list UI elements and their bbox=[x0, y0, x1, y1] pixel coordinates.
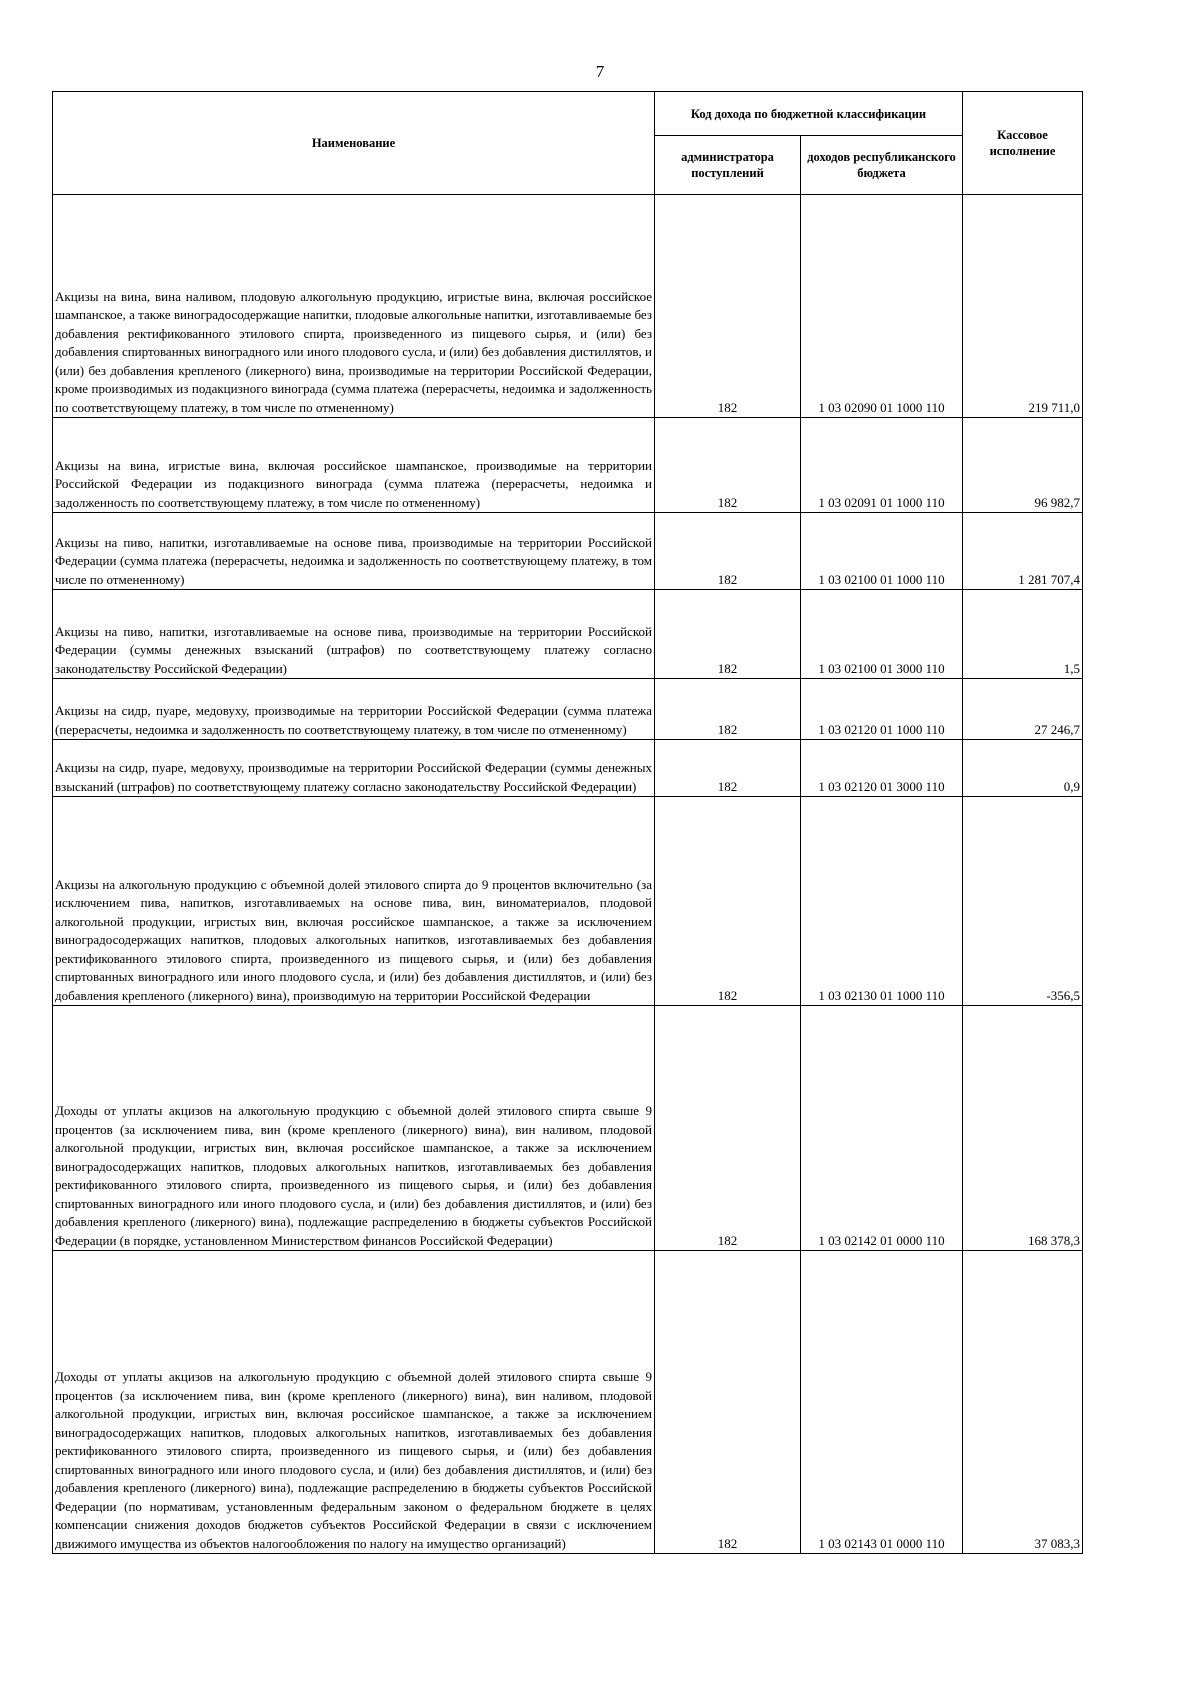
table-row bbox=[53, 590, 1083, 679]
table-row bbox=[53, 1006, 1083, 1251]
row-name: Акцизы на алкогольную продукцию с объемной долей этилового спирта до 9 процентов включительно (за исключением пива, напитков, изготавливаемых на основе пива, вин, виноматериалов, плодовой алкогольной продукции, игристых вин, включая российское шампанское, а также за исключением виноградосодержащих напитков, плодовых алкогольных напитков, изготавливаемых без добавления ректификованного этилового спирта, произведенного из пищевого сырья, и (или) без добавления спиртованных виноградного или иного плодового сусла, и (или) без добавления дистиллятов, и (или) без добавления крепленого (ликерного) вина), производимую на территории Российской Федерации bbox=[53, 797, 655, 1006]
row-name: Акцизы на сидр, пуаре, медовуху, производимые на территории Российской Федерации (сумма платежа (перерасчеты, недоимка и задолженность по соответствующему платежу, в том числе по отмененному) bbox=[53, 679, 655, 740]
row-name: Акцизы на вина, вина наливом, плодовую алкогольную продукцию, игристые вина, включая российское шампанское, а также виноградосодержащие напитки, плодовые алкогольные напитки, изготавливаемые без добавления ректификованного этилового спирта, произведенного из пищевого сырья, и (или) без добавления спиртованных виноградного или иного плодового сусла, и (или) без добавления дистиллятов, и (или) без добавления крепленого (ликерного) вина, производимые на территории Российской Федерации, кроме производимых из подакцизного винограда (сумма платежа (перерасчеты, недоимка и задолженность по соответствующему платежу, в том числе по отмененному) bbox=[53, 195, 655, 418]
page-number: 7 bbox=[595, 62, 605, 81]
row-amount: 0,9 bbox=[963, 740, 1083, 797]
table-body bbox=[53, 195, 1083, 1554]
row-revenue-code: 1 03 02091 01 1000 110 bbox=[801, 418, 963, 513]
row-revenue-code: 1 03 02120 01 1000 110 bbox=[801, 679, 963, 740]
table-row bbox=[53, 1251, 1083, 1554]
row-name: Акцизы на пиво, напитки, изготавливаемые на основе пива, производимые на территории Российской Федерации (суммы денежных взысканий (штрафов) по соответствующему платежу согласно законодательству Российской Федерации) bbox=[53, 590, 655, 679]
header-name: Наименование bbox=[53, 92, 655, 195]
row-admin-code: 182 bbox=[655, 513, 801, 590]
row-name: Акцизы на сидр, пуаре, медовуху, производимые на территории Российской Федерации (суммы денежных взысканий (штрафов) по соответствующему платежу согласно законодательству Российской Федерации) bbox=[53, 740, 655, 797]
table-header bbox=[53, 92, 1083, 195]
budget-revenue-table bbox=[52, 91, 1083, 1554]
row-revenue-code: 1 03 02142 01 0000 110 bbox=[801, 1006, 963, 1251]
header-execution: Кассовое исполнение bbox=[963, 92, 1083, 195]
row-amount: 37 083,3 bbox=[963, 1251, 1083, 1554]
row-admin-code: 182 bbox=[655, 195, 801, 418]
row-amount: -356,5 bbox=[963, 797, 1083, 1006]
row-admin-code: 182 bbox=[655, 1006, 801, 1251]
row-admin-code: 182 bbox=[655, 590, 801, 679]
header-code-group: Код дохода по бюджетной классификации bbox=[655, 92, 963, 136]
row-revenue-code: 1 03 02090 01 1000 110 bbox=[801, 195, 963, 418]
row-amount: 1 281 707,4 bbox=[963, 513, 1083, 590]
table-row bbox=[53, 513, 1083, 590]
row-revenue-code: 1 03 02100 01 3000 110 bbox=[801, 590, 963, 679]
row-admin-code: 182 bbox=[655, 740, 801, 797]
row-amount: 1,5 bbox=[963, 590, 1083, 679]
row-name: Акцизы на пиво, напитки, изготавливаемые на основе пива, производимые на территории Российской Федерации (сумма платежа (перерасчеты, недоимка и задолженность по соответствующему платежу, в том числе по отмененному) bbox=[53, 513, 655, 590]
row-revenue-code: 1 03 02143 01 0000 110 bbox=[801, 1251, 963, 1554]
row-revenue-code: 1 03 02100 01 1000 110 bbox=[801, 513, 963, 590]
row-amount: 219 711,0 bbox=[963, 195, 1083, 418]
table-row bbox=[53, 740, 1083, 797]
header-revenue: доходов республиканского бюджета bbox=[801, 136, 963, 195]
row-amount: 168 378,3 bbox=[963, 1006, 1083, 1251]
header-administrator: администратора поступлений bbox=[655, 136, 801, 195]
row-revenue-code: 1 03 02120 01 3000 110 bbox=[801, 740, 963, 797]
row-name: Доходы от уплаты акцизов на алкогольную продукцию с объемной долей этилового спирта свыше 9 процентов (за исключением пива, вин (кроме крепленого (ликерного) вина), вин наливом, плодовой алкогольной продукции, игристых вин, включая российское шампанское, а также за исключением виноградосодержащих напитков, плодовых алкогольных напитков, изготавливаемых без добавления ректификованного этилового спирта, произведенного из пищевого сырья, и (или) без добавления спиртованных виноградного или иного плодового сусла, и (или) без добавления дистиллятов, и (или) без добавления крепленого (ликерного) вина), подлежащие распределению в бюджеты субъектов Российской Федерации (в порядке, установленном Министерством финансов Российской Федерации) bbox=[53, 1006, 655, 1251]
row-name: Доходы от уплаты акцизов на алкогольную продукцию с объемной долей этилового спирта свыше 9 процентов (за исключением пива, вин (кроме крепленого (ликерного) вина), вин наливом, плодовой алкогольной продукции, игристых вин, включая российское шампанское, а также за исключением виноградосодержащих напитков, плодовых алкогольных напитков, изготавливаемых без добавления ректификованного этилового спирта, произведенного из пищевого сырья, и (или) без добавления спиртованных виноградного или иного плодового сусла, и (или) без добавления дистиллятов, и (или) без добавления крепленого (ликерного) вина), подлежащие распределению в бюджеты субъектов Российской Федерации (по нормативам, установленным федеральным законом о федеральном бюджете в целях компенсации снижения доходов бюджетов субъектов Российской Федерации в связи с исключением движимого имущества из объектов налогообложения по налогу на имущество организаций) bbox=[53, 1251, 655, 1554]
row-admin-code: 182 bbox=[655, 679, 801, 740]
row-name: Акцизы на вина, игристые вина, включая российское шампанское, производимые на территории Российской Федерации из подакцизного винограда (сумма платежа (перерасчеты, недоимка и задолженность по соответствующему платежу, в том числе по отмененному) bbox=[53, 418, 655, 513]
row-amount: 27 246,7 bbox=[963, 679, 1083, 740]
table-row bbox=[53, 418, 1083, 513]
row-admin-code: 182 bbox=[655, 418, 801, 513]
table-row bbox=[53, 195, 1083, 418]
row-revenue-code: 1 03 02130 01 1000 110 bbox=[801, 797, 963, 1006]
row-amount: 96 982,7 bbox=[963, 418, 1083, 513]
table-row bbox=[53, 679, 1083, 740]
table-row bbox=[53, 797, 1083, 1006]
row-admin-code: 182 bbox=[655, 797, 801, 1006]
row-admin-code: 182 bbox=[655, 1251, 801, 1554]
